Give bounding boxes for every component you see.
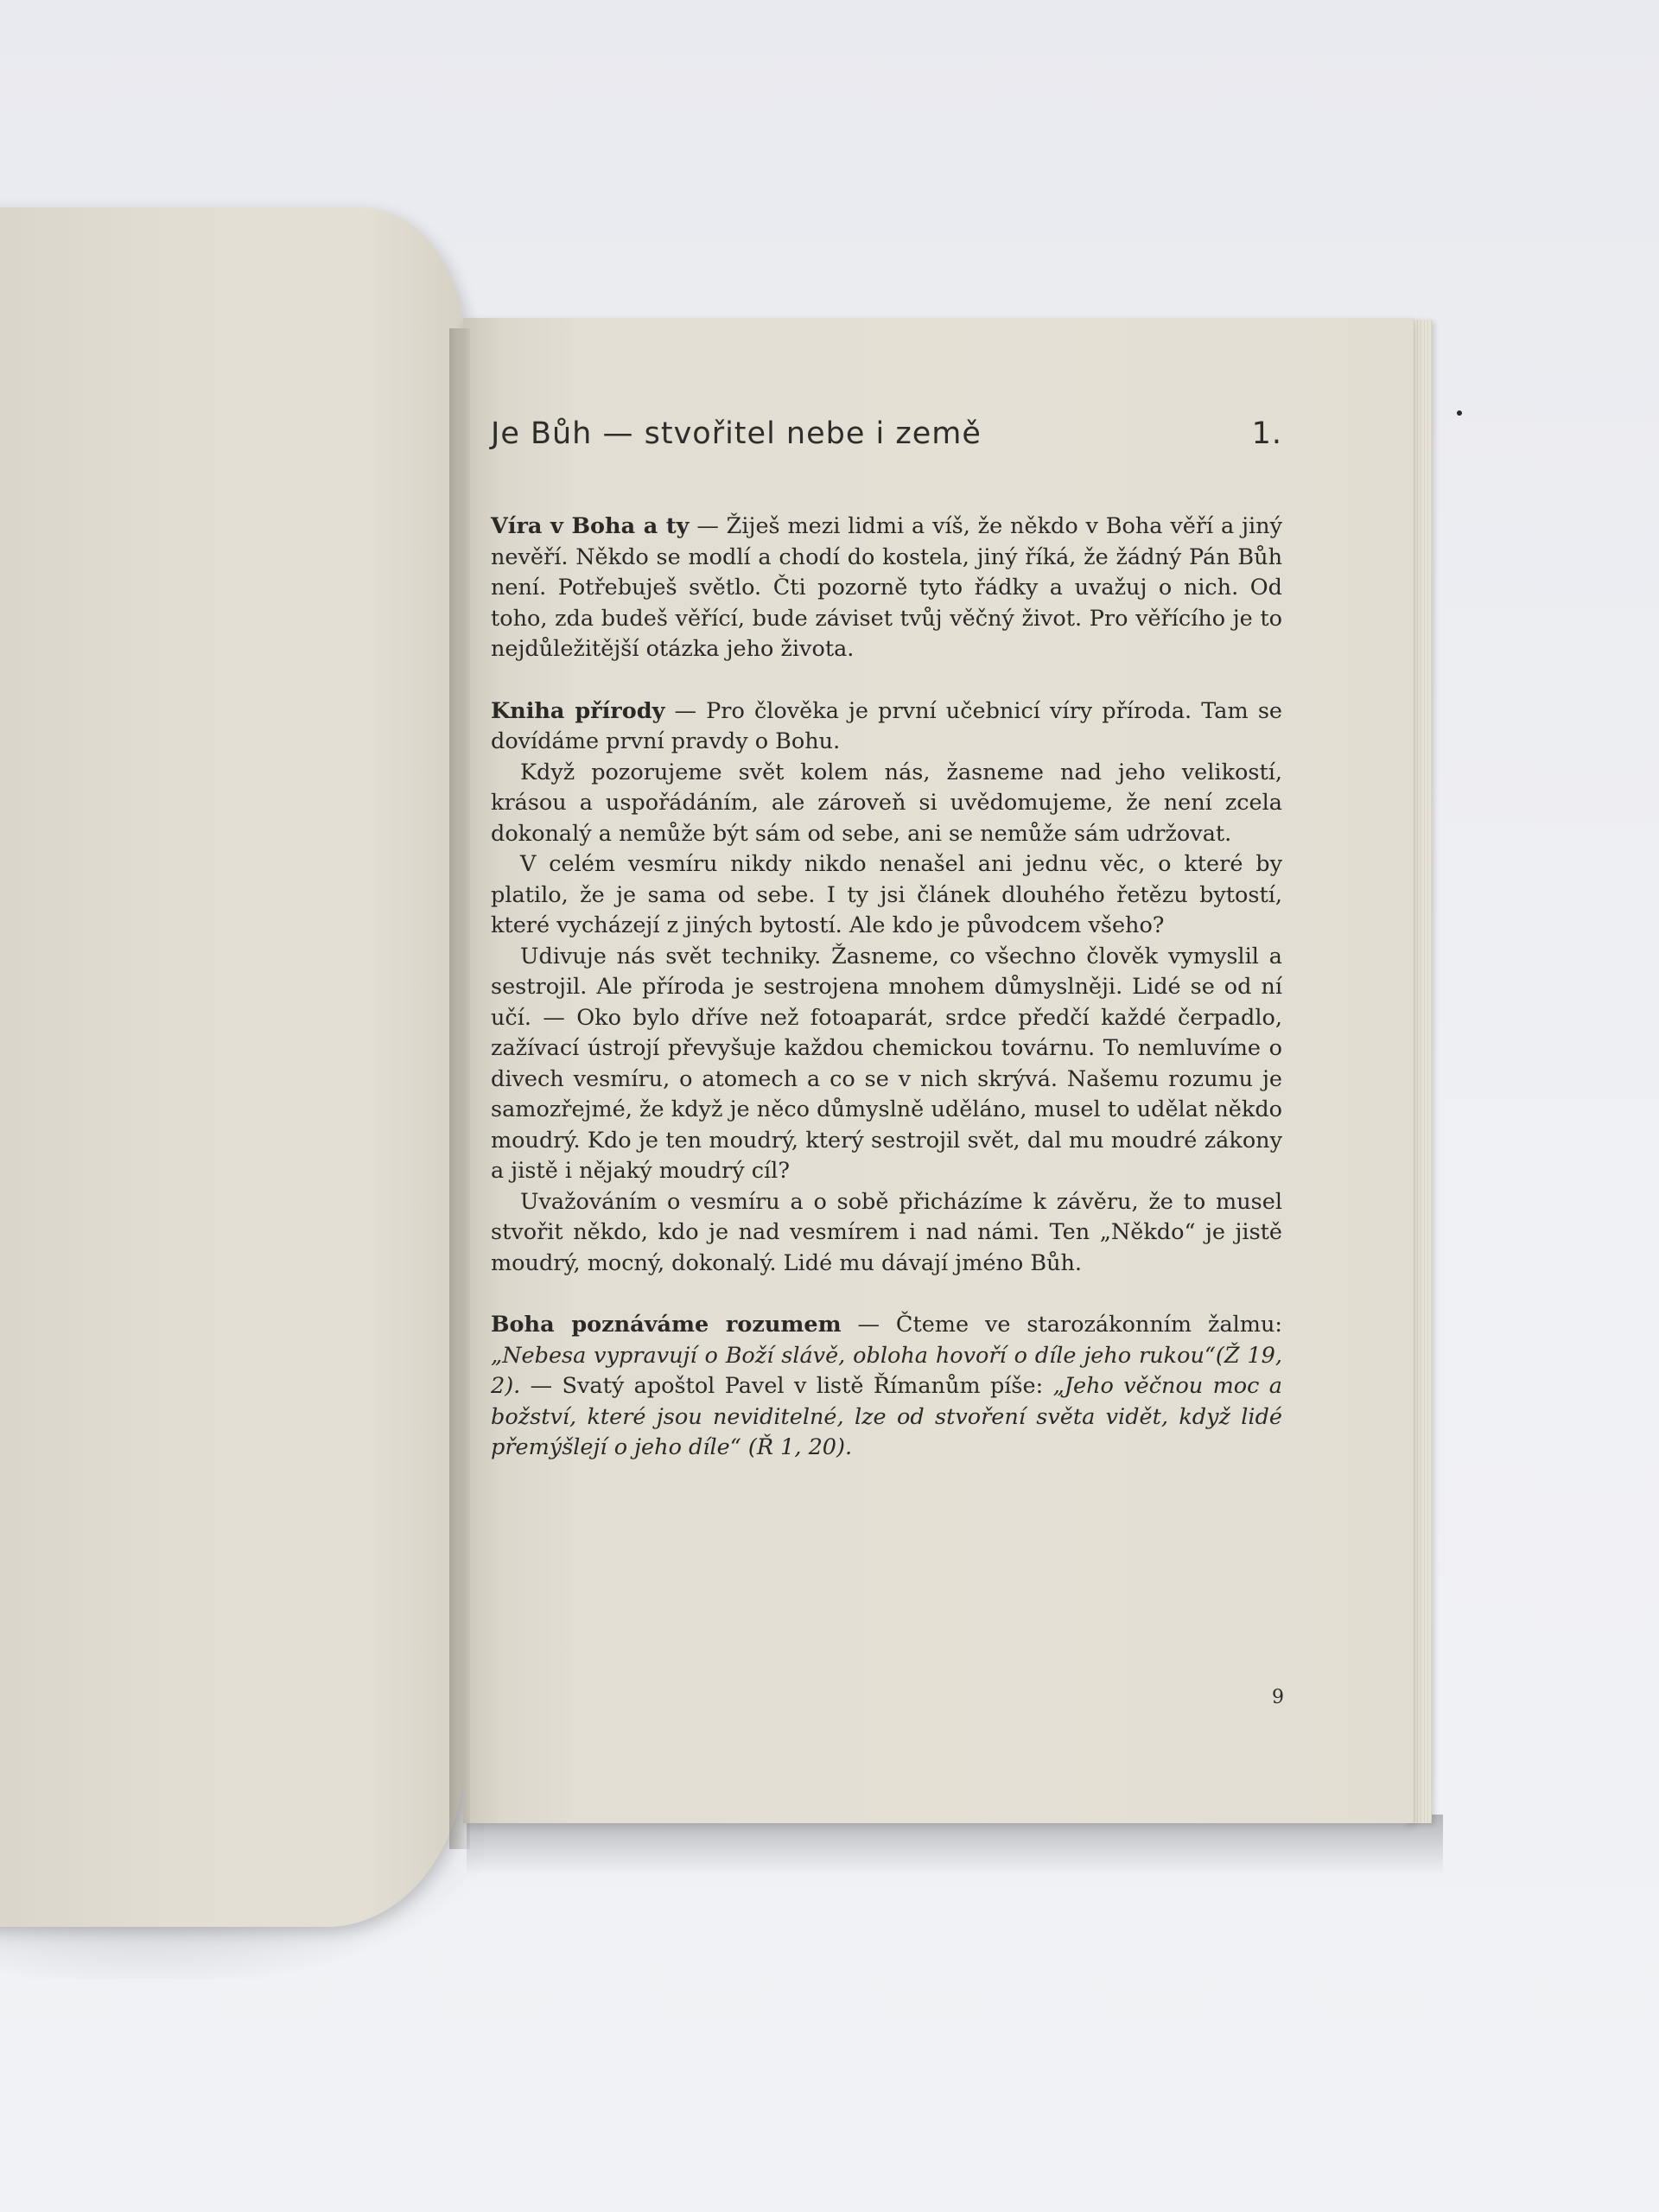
chapter-heading bbox=[491, 406, 1282, 458]
paragraph-text: — Žiješ mezi lidmi a víš, že někdo v Boha věří a jiný nevěří. Někdo se modlí a chodí do kostela, jiný říká, že žádný Pán Bůh není. Potřebuješ světlo. Čti pozorně tyto řádky a uvažuj o nich. Od toho, zda budeš věřící, bude záviset tvůj věčný život. Pro věřícího je to nejdůležitější otázka jeho života. bbox=[491, 513, 1282, 662]
romans-quote: „Jeho věčnou moc a božství, které jsou neviditelné, lze od stvoření světa vidět, když lidé přemýšlejí o jeho díle“ (Ř 1, 20). bbox=[491, 1373, 1282, 1460]
paragraph-text: — Svatý apoštol Pavel v listě Římanům píše: bbox=[520, 1373, 1053, 1399]
paragraph-text: — Pro člověka je první učebnicí víry příroda. Tam se dovídáme první pravdy o Bohu. bbox=[491, 697, 1282, 754]
book-gutter bbox=[449, 328, 470, 1849]
book-shadow-right bbox=[467, 1815, 1443, 1875]
section-lead: Boha poznáváme rozumem bbox=[491, 1312, 842, 1338]
section-kniha-prirody bbox=[491, 696, 1282, 1280]
chapter-title: Je Bůh — stvořitel nebe i země bbox=[491, 416, 982, 451]
paragraph bbox=[491, 696, 1282, 758]
section-boha-poznavame bbox=[491, 1310, 1282, 1464]
paragraph: V celém vesmíru nikdy nikdo nenašel ani jednu věc, o které by platilo, že je sama od sebe. I ty jsi článek dlouhého řetězu bytostí, které vycházejí z jiných bytostí. Ale kdo je původcem všeho? bbox=[491, 851, 1282, 938]
dust-speck bbox=[1457, 410, 1462, 416]
paragraph: Uvažováním o vesmíru a o sobě přicházíme k závěru, že to musel stvořit někdo, kdo je nad vesmírem i nad námi. Ten „Někdo“ je jistě moudrý, mocný, dokonalý. Lidé mu dávají jméno Bůh. bbox=[491, 1188, 1282, 1276]
section-lead: Kniha přírody bbox=[491, 697, 665, 724]
page-number: 9 bbox=[1272, 1687, 1284, 1708]
chapter-number: 1. bbox=[1251, 416, 1282, 451]
paragraph: Když pozorujeme svět kolem nás, žasneme nad jeho velikostí, krásou a uspořádáním, ale zároveň si uvědomujeme, že není zcela dokonalý a nemůže být sám od sebe, ani se nemůže sám udržovat. bbox=[491, 759, 1282, 847]
page-text bbox=[491, 406, 1282, 1464]
paragraph bbox=[491, 512, 1282, 665]
section-lead: Víra v Boha a ty bbox=[491, 513, 690, 539]
paragraph-text: — Čteme ve starozákonním žalmu: bbox=[841, 1312, 1282, 1338]
left-page bbox=[0, 207, 465, 1927]
paragraph: Udivuje nás svět techniky. Žasneme, co všechno člověk vymyslil a sestrojil. Ale příroda je sestrojena mnohem důmyslněji. Lidé se od ní učí. — Oko bylo dříve než fotoaparát, srdce předčí každé čerpadlo, zažívací ústrojí převyšuje každou chemickou továrnu. To nemluvíme o divech vesmíru, o atomech a co se v nich skrývá. Našemu rozumu je samozřejmé, že když je něco důmyslně uděláno, musel to udělat někdo moudrý. Kdo je ten moudrý, který sestrojil svět, dal mu moudré zákony a jistě i nějaký moudrý cíl? bbox=[491, 943, 1282, 1184]
psalm-quote: „Nebesa vypravují o Boží slávě, obloha hovoří o díle jeho rukou“(Ž 19, 2). bbox=[491, 1342, 1282, 1399]
section-vira-v-boha bbox=[491, 512, 1282, 665]
paragraph bbox=[491, 1310, 1282, 1464]
